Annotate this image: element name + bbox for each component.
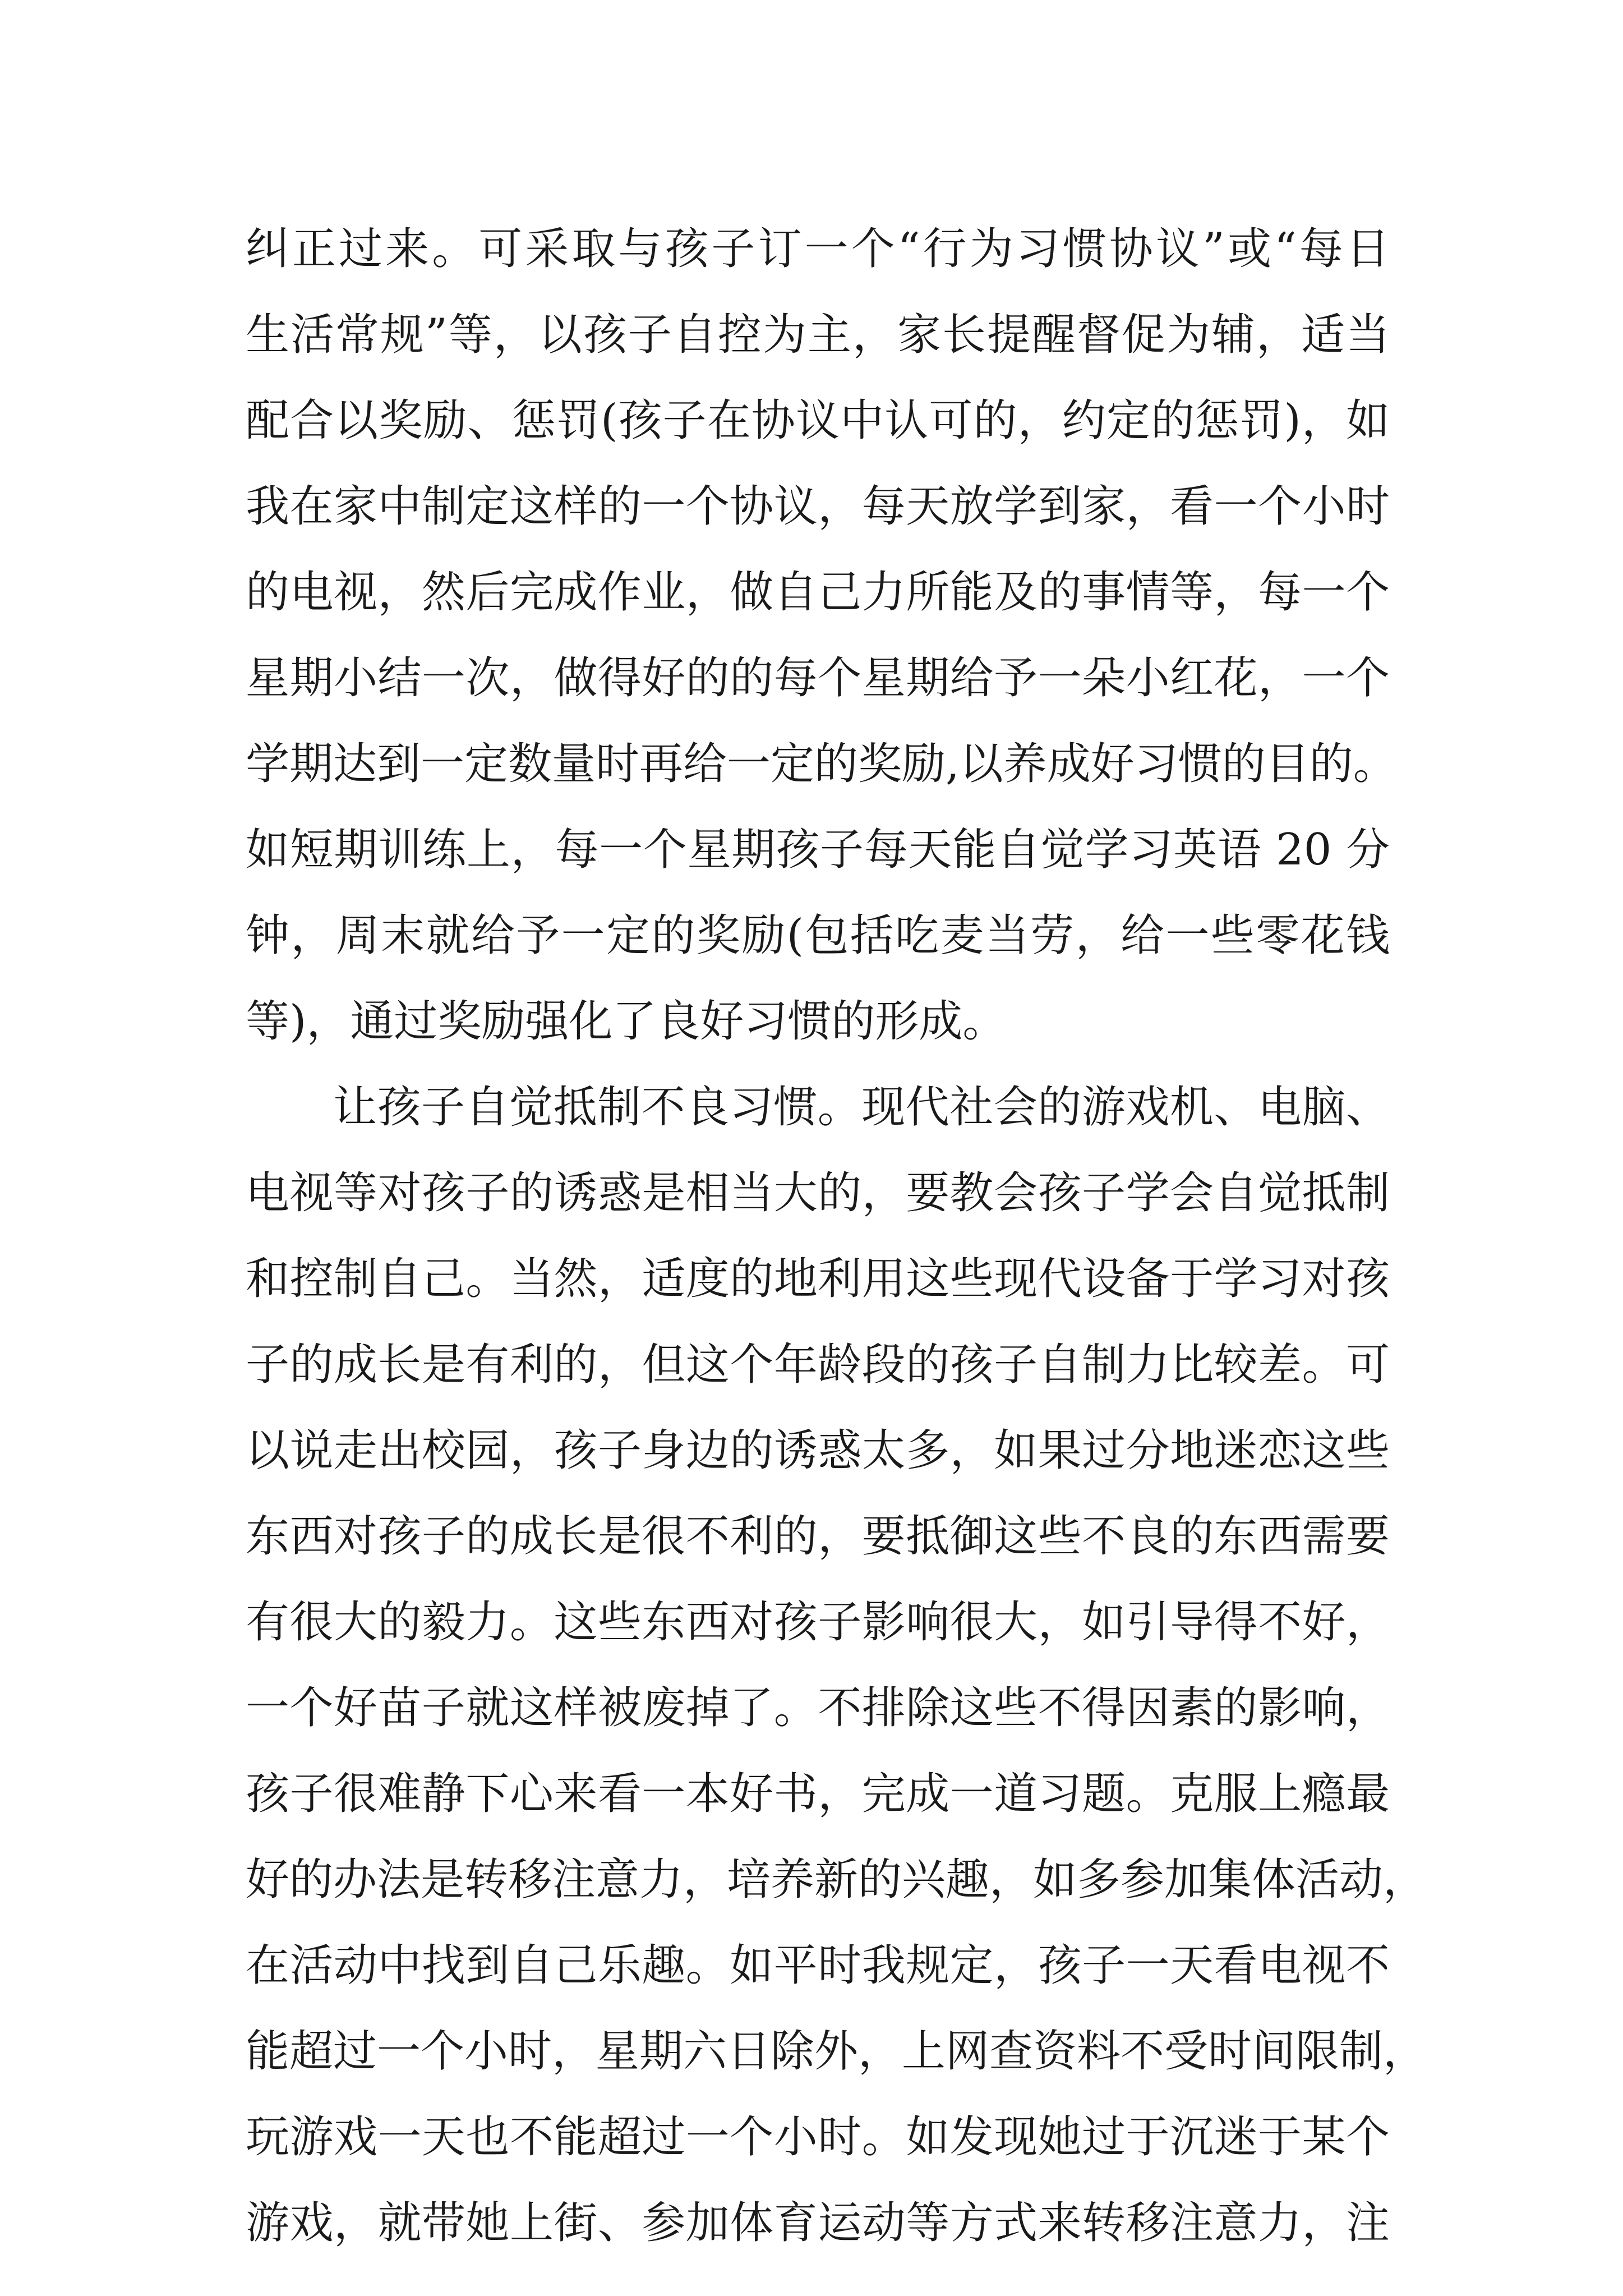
text-line: 如短期训练上，每一个星期孩子每天能自觉学习英语 20 分 (246, 825, 1390, 875)
text-line: 能超过一个小时，星期六日除外，上网查资料不受时间限制， (246, 2026, 1427, 2077)
text-line: 游戏，就带她上街、参加体育运动等方式来转移注意力，注 (246, 2198, 1390, 2248)
text-line: 东西对孩子的成长是很不利的，要抵御这些不良的东西需要 (246, 1511, 1390, 1562)
text-line: 孩子很难静下心来看一本好书，完成一道习题。克服上瘾最 (246, 1769, 1390, 1819)
text-line: 一个好苗子就这样被废掉了。不排除这些不得因素的影响， (246, 1683, 1390, 1733)
text-line: 我在家中制定这样的一个协议，每天放学到家，看一个小时 (246, 481, 1390, 532)
text-line: 星期小结一次，做得好的的每个星期给予一朵小红花，一个 (246, 653, 1390, 703)
text-line: 以说走出校园，孩子身边的诱惑太多，如果过分地迷恋这些 (246, 1425, 1390, 1476)
paragraph-first-line: 让孩子自觉抵制不良习惯。现代社会的游戏机、电脑、 (333, 1082, 1390, 1133)
text-line: 有很大的毅力。这些东西对孩子影响很大，如引导得不好， (246, 1597, 1390, 1648)
text-line: 配合以奖励、惩罚(孩子在协议中认可的，约定的惩罚)，如 (246, 395, 1390, 446)
text-line: 电视等对孩子的诱惑是相当大的，要教会孩子学会自觉抵制 (246, 1168, 1390, 1218)
paragraph-last-line: 等)，通过奖励强化了良好习惯的形成。 (246, 996, 1007, 1047)
text-line: 生活常规”等，以孩子自控为主，家长提醒督促为辅，适当 (246, 310, 1390, 360)
text-line: 玩游戏一天也不能超过一个小时。如发现她过于沉迷于某个 (246, 2112, 1390, 2162)
body-text (246, 206, 1427, 2266)
text-line: 好的办法是转移注意力，培养新的兴趣，如多参加集体活动， (246, 1855, 1427, 1905)
text-line: 的电视，然后完成作业，做自己力所能及的事情等，每一个 (246, 567, 1390, 618)
text-line: 纠正过来。可采取与孩子订一个“行为习惯协议”或“每日 (246, 224, 1390, 274)
text-line: 学期达到一定数量时再给一定的奖励,以养成好习惯的目的。 (246, 739, 1397, 789)
text-line: 和控制自己。当然，适度的地利用这些现代设备于学习对孩 (246, 1254, 1390, 1304)
text-line: 在活动中找到自己乐趣。如平时我规定，孩子一天看电视不 (246, 1940, 1390, 1991)
text-line: 子的成长是有利的，但这个年龄段的孩子自制力比较差。可 (246, 1340, 1390, 1390)
text-line: 钟，周末就给予一定的奖励(包括吃麦当劳，给一些零花钱 (246, 910, 1390, 961)
